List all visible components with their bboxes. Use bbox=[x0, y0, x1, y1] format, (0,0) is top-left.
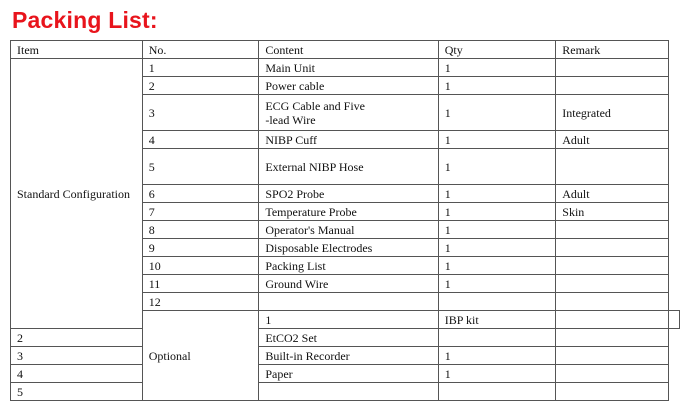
cell-qty: 1 bbox=[438, 131, 556, 149]
page-title: Packing List: bbox=[12, 7, 158, 33]
cell-no: 3 bbox=[11, 347, 143, 365]
cell-no: 3 bbox=[142, 95, 259, 131]
cell-remark bbox=[556, 149, 669, 185]
cell-remark bbox=[556, 239, 669, 257]
cell-remark bbox=[556, 77, 669, 95]
cell-remark bbox=[556, 257, 669, 275]
cell-qty: 1 bbox=[438, 77, 556, 95]
cell-qty: 1 bbox=[438, 365, 556, 383]
cell-qty bbox=[438, 293, 556, 311]
cell-qty bbox=[438, 383, 556, 401]
cell-remark bbox=[556, 347, 669, 365]
cell-content bbox=[259, 383, 438, 401]
cell-no: 4 bbox=[142, 131, 259, 149]
cell-qty: 1 bbox=[438, 149, 556, 185]
cell-content: NIBP Cuff bbox=[259, 131, 438, 149]
cell-no: 4 bbox=[11, 365, 143, 383]
header-content: Content bbox=[259, 41, 438, 59]
cell-remark bbox=[556, 329, 669, 347]
cell-no: 9 bbox=[142, 239, 259, 257]
cell-qty: 1 bbox=[438, 347, 556, 365]
cell-content: Ground Wire bbox=[259, 275, 438, 293]
cell-content: Packing List bbox=[259, 257, 438, 275]
cell-content: Power cable bbox=[259, 77, 438, 95]
cell-remark bbox=[556, 365, 669, 383]
cell-remark bbox=[556, 221, 669, 239]
cell-remark bbox=[669, 311, 680, 329]
cell-no: 1 bbox=[142, 59, 259, 77]
content-line-1: ECG Cable and Five bbox=[265, 98, 365, 113]
cell-qty: 1 bbox=[438, 275, 556, 293]
table-row bbox=[11, 329, 680, 347]
cell-remark: Adult bbox=[556, 131, 669, 149]
cell-qty: 1 bbox=[438, 59, 556, 77]
table-row bbox=[11, 383, 680, 401]
cell-qty bbox=[438, 329, 556, 347]
packing-list-table bbox=[10, 40, 680, 401]
cell-content: Built-in Recorder bbox=[259, 347, 438, 365]
group-label-standard: Standard Configuration bbox=[11, 59, 143, 329]
cell-content: Temperature Probe bbox=[259, 203, 438, 221]
cell-qty: 1 bbox=[438, 239, 556, 257]
cell-content: Operator's Manual bbox=[259, 221, 438, 239]
cell-no: 2 bbox=[11, 329, 143, 347]
cell-content: IBP kit bbox=[438, 311, 556, 329]
cell-no: 1 bbox=[259, 311, 438, 329]
table-row bbox=[11, 365, 680, 383]
cell-remark bbox=[556, 59, 669, 77]
header-no: No. bbox=[142, 41, 259, 59]
table-row bbox=[11, 59, 680, 77]
cell-qty: 1 bbox=[438, 95, 556, 131]
cell-remark: Adult bbox=[556, 185, 669, 203]
table-row bbox=[11, 347, 680, 365]
cell-qty: 1 bbox=[438, 185, 556, 203]
cell-no: 6 bbox=[142, 185, 259, 203]
cell-content bbox=[259, 95, 438, 131]
cell-remark bbox=[556, 293, 669, 311]
cell-content: External NIBP Hose bbox=[259, 149, 438, 185]
header-qty: Qty bbox=[438, 41, 556, 59]
cell-remark: Integrated bbox=[556, 95, 669, 131]
cell-remark bbox=[556, 383, 669, 401]
cell-content: EtCO2 Set bbox=[259, 329, 438, 347]
cell-qty: 1 bbox=[438, 257, 556, 275]
cell-content: SPO2 Probe bbox=[259, 185, 438, 203]
cell-qty: 1 bbox=[438, 221, 556, 239]
cell-no: 12 bbox=[142, 293, 259, 311]
cell-content bbox=[259, 293, 438, 311]
cell-content: Disposable Electrodes bbox=[259, 239, 438, 257]
cell-no: 11 bbox=[142, 275, 259, 293]
cell-remark: Skin bbox=[556, 203, 669, 221]
cell-no: 7 bbox=[142, 203, 259, 221]
table-header-row bbox=[11, 41, 680, 59]
cell-qty: 1 bbox=[438, 203, 556, 221]
cell-no: 2 bbox=[142, 77, 259, 95]
content-line-2: -lead Wire bbox=[265, 112, 316, 127]
header-remark: Remark bbox=[556, 41, 669, 59]
cell-content: Paper bbox=[259, 365, 438, 383]
cell-content: Main Unit bbox=[259, 59, 438, 77]
cell-no: 5 bbox=[11, 383, 143, 401]
cell-remark bbox=[556, 275, 669, 293]
cell-no: 5 bbox=[142, 149, 259, 185]
cell-no: 8 bbox=[142, 221, 259, 239]
cell-no: 10 bbox=[142, 257, 259, 275]
header-item: Item bbox=[11, 41, 143, 59]
cell-qty bbox=[556, 311, 669, 329]
group-label-optional: Optional bbox=[142, 311, 259, 401]
